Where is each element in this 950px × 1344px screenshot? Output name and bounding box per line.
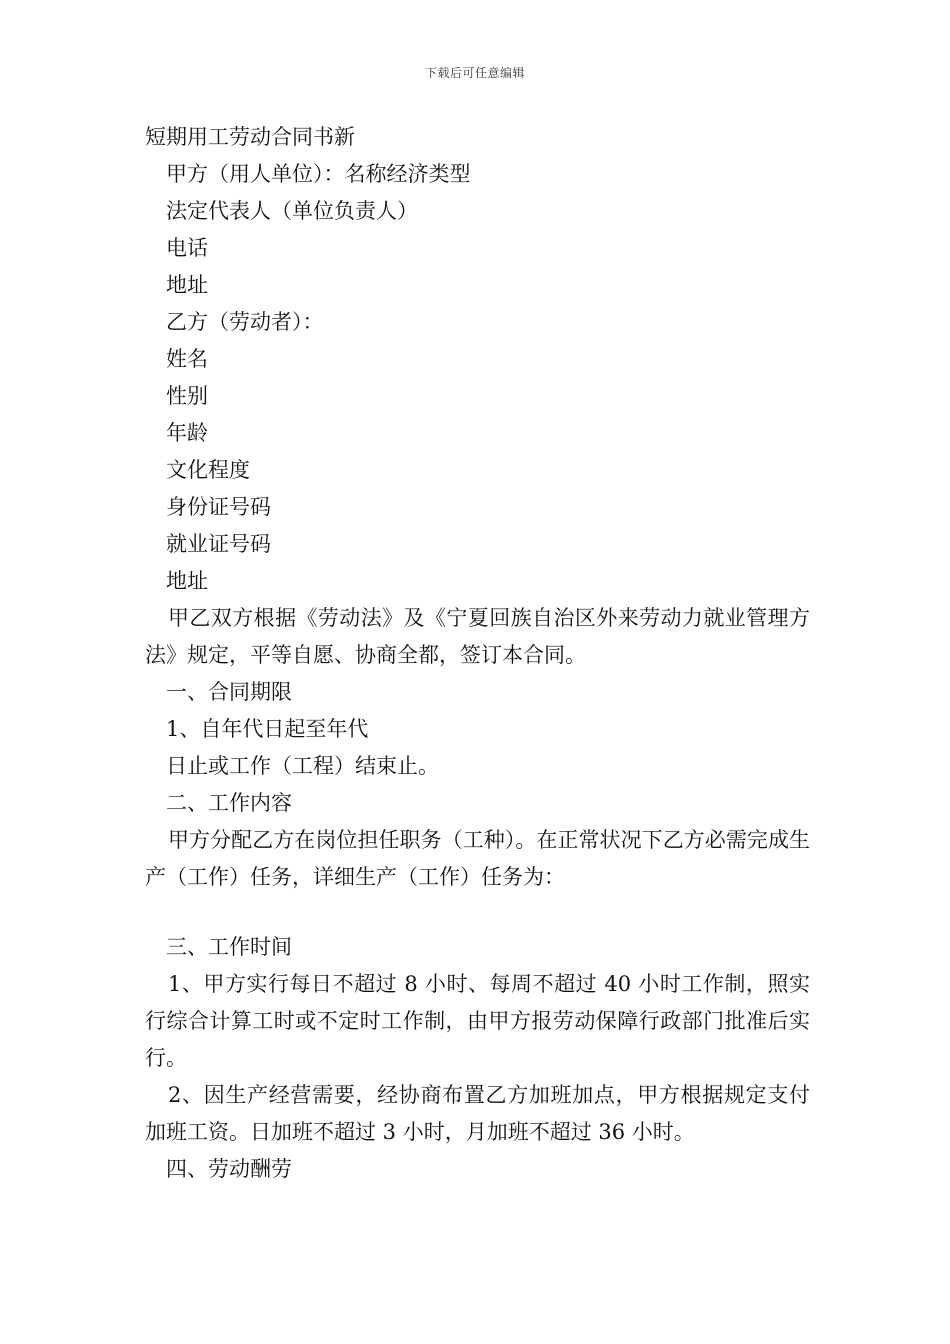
- contract-body: [145, 119, 810, 1188]
- section3-heading: 三、工作时间: [166, 935, 292, 959]
- address-a-line: 地址: [166, 273, 208, 297]
- party-b-line: 乙方（劳动者）：: [166, 310, 324, 334]
- preamble-paragraph: 甲乙双方根据《劳动法》及《宁夏回族自治区外来劳动力就业管理方法》规定，平等自愿、协商全都，签订本合同。: [145, 606, 810, 667]
- id-number-line: 身份证号码: [166, 495, 271, 519]
- section1-heading: 一、合同期限: [166, 680, 292, 704]
- section2-paragraph: 甲方分配乙方在岗位担任职务（工种）。在正常状况下乙方必需完成生产（工作）任务，详细生产（工作）任务为：: [145, 828, 810, 889]
- gender-line: 性别: [166, 384, 208, 408]
- section3-item1-paragraph: 1、甲方实行每日不超过 8 小时、每周不超过 40 小时工作制，照实行综合计算工时或不定时工作制，由甲方报劳动保障行政部门批准后实行。: [145, 972, 810, 1070]
- age-line: 年龄: [166, 421, 208, 445]
- education-line: 文化程度: [166, 458, 250, 482]
- phone-line: 电话: [166, 236, 208, 260]
- section3-item2-paragraph: 2、因生产经营需要，经协商布置乙方加班加点，甲方根据规定支付加班工资。日加班不超过 3 小时，月加班不超过 36 小时。: [145, 1083, 810, 1144]
- section2-heading: 二、工作内容: [166, 791, 292, 815]
- document-title: 短期用工劳动合同书新: [145, 125, 355, 149]
- header-note: 下载后可任意编辑: [424, 66, 525, 80]
- blank-spacer: [145, 896, 810, 929]
- name-line: 姓名: [166, 347, 208, 371]
- employment-id-line: 就业证号码: [166, 532, 271, 556]
- party-a-line: 甲方（用人单位）：名称经济类型: [166, 162, 471, 186]
- section1-item1-line-a: 1、自年代日起至年代: [166, 717, 369, 741]
- section1-item1-line-b: 日止或工作（工程）结束止。: [166, 754, 439, 778]
- legal-rep-line: 法定代表人（单位负责人）: [166, 199, 418, 223]
- address-b-line: 地址: [166, 569, 208, 593]
- section4-heading: 四、劳动酬劳: [166, 1157, 292, 1181]
